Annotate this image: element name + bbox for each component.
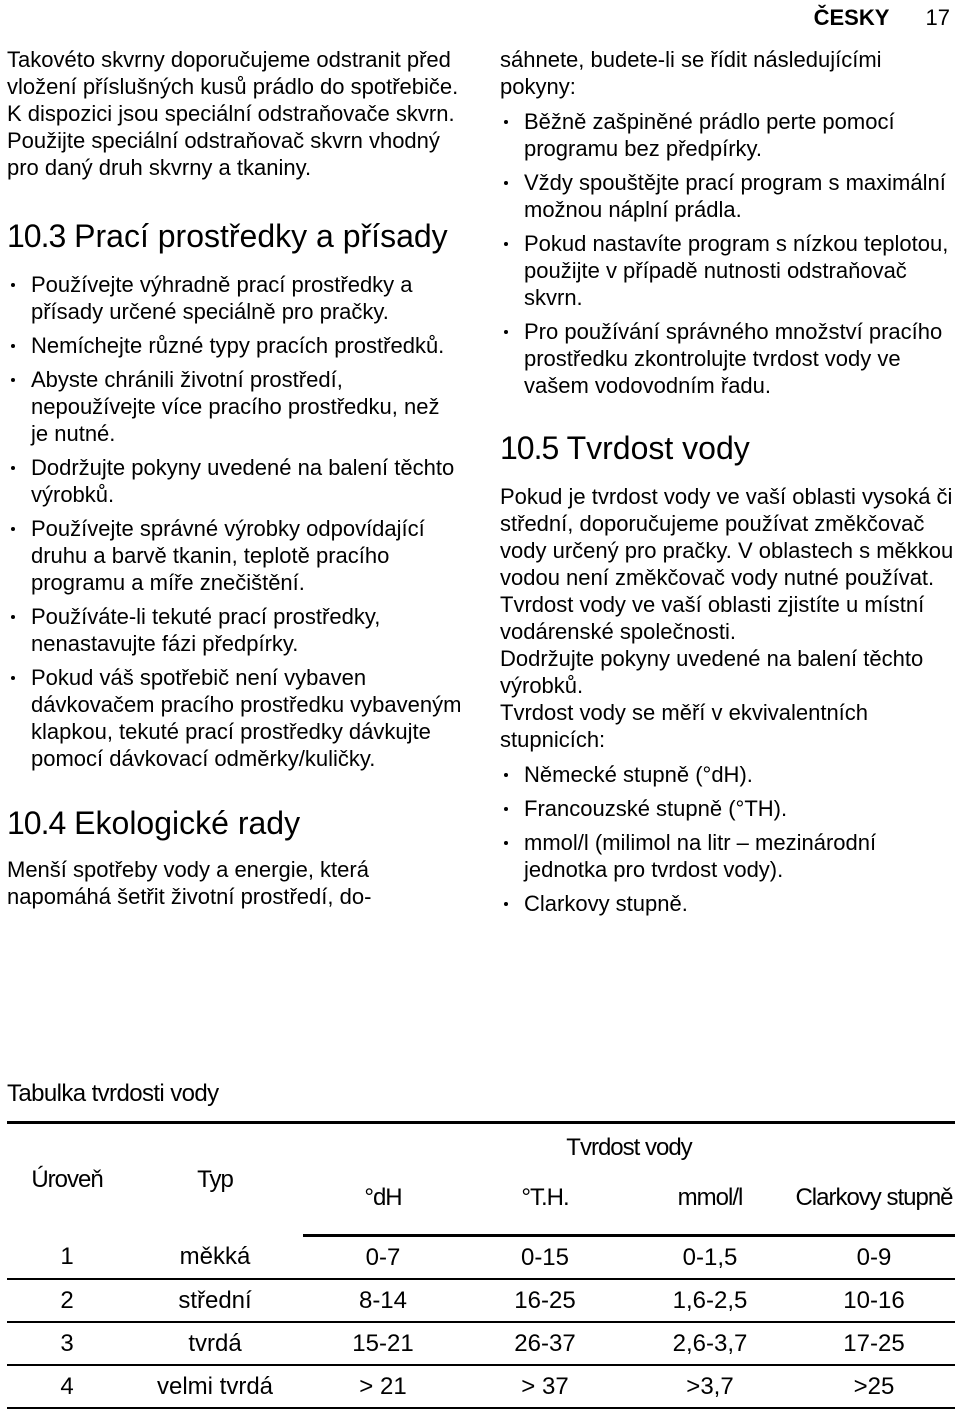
table-cell: tvrdá — [127, 1322, 303, 1365]
list-item: Používáte-li tekuté prací prostředky, nenastavujte fázi předpírky. — [7, 603, 462, 657]
table-cell: 0-15 — [463, 1236, 627, 1280]
section-heading-10-3 — [7, 217, 462, 255]
table-cell: 1,6-2,5 — [627, 1279, 793, 1322]
language-label: ČESKY — [813, 5, 890, 30]
table-cell: >25 — [793, 1365, 955, 1408]
table-title: Tabulka tvrdosti vody — [7, 1080, 219, 1107]
table-row — [7, 1279, 955, 1322]
eco-bullet-list — [500, 108, 955, 399]
intro-paragraph-2: K dispozici jsou speciální odstraňovače skvrn. Použijte speciální odstraňovač skvrn vhodný pro daný druh skvrny a tkaniny. — [7, 101, 455, 180]
list-item: Německé stupně (°dH). — [500, 761, 955, 788]
list-item: Vždy spouštějte prací program s maximální možnou náplní prádla. — [500, 169, 955, 223]
hardness-paragraph-1: Pokud je tvrdost vody ve vaší oblasti vysoká či střední, doporučujeme používat změkčovač vody určený pro pračky. V oblastech s měkkou vodou není změkčovač vody nutné používat. — [500, 484, 954, 590]
table-cell: 0-9 — [793, 1236, 955, 1280]
section-number: 10.4 — [7, 805, 66, 841]
list-item: Pokud nastavíte program s nízkou teplotou, použijte v případě nutnosti odstraňovač skvrn. — [500, 230, 955, 311]
list-item: Používejte správné výrobky odpovídající druhu a barvě tkanin, teplotě pracího programu a míře znečištění. — [7, 515, 462, 596]
table-cell: 2,6-3,7 — [627, 1322, 793, 1365]
table-cell: 15-21 — [303, 1322, 463, 1365]
hardness-paragraph-4: Tvrdost vody se měří v ekvivalentních stupnicích: — [500, 700, 869, 752]
header-clark: Clarkovy stupně — [793, 1162, 955, 1236]
table-cell: 2 — [7, 1279, 127, 1322]
header-level: Úroveň — [7, 1123, 127, 1236]
table-cell: 0-1,5 — [627, 1236, 793, 1280]
header-mmol: mmol/l — [627, 1162, 793, 1236]
table-cell: střední — [127, 1279, 303, 1322]
list-item: Pokud váš spotřebič není vybaven dávkovačem pracího prostředku vybaveným klapkou, tekuté prací prostředky dávkujte pomocí dávkovací odměrky/kuličky. — [7, 664, 462, 772]
detergent-bullet-list — [7, 271, 462, 772]
table-cell: 0-7 — [303, 1236, 463, 1280]
table-cell: 3 — [7, 1322, 127, 1365]
eco-paragraph-continued: sáhnete, budete-li se řídit následujícími pokyny: — [500, 47, 882, 99]
table-cell: > 37 — [463, 1365, 627, 1408]
table-row — [7, 1236, 955, 1280]
section-title: Prací prostředky a přísady — [74, 218, 448, 254]
page-number: 17 — [925, 5, 950, 30]
header-type: Typ — [127, 1123, 303, 1236]
table-cell: velmi tvrdá — [127, 1365, 303, 1408]
list-item: Nemíchejte různé typy pracích prostředků. — [7, 332, 462, 359]
list-item: Clarkovy stupně. — [500, 890, 955, 917]
list-item: Pro používání správného množství pracího prostředku zkontrolujte tvrdost vody ve vašem vodovodním řadu. — [500, 318, 955, 399]
list-item: Abyste chránili životní prostředí, nepoužívejte více pracího prostředku, než je nutné. — [7, 366, 462, 447]
page-header — [814, 5, 950, 31]
list-item: Dodržujte pokyny uvedené na balení těchto výrobků. — [7, 454, 462, 508]
hardness-paragraph-2: Tvrdost vody ve vaší oblasti zjistíte u místní vodárenské společnosti. — [500, 592, 925, 644]
table-cell: 16-25 — [463, 1279, 627, 1322]
table-cell: 4 — [7, 1365, 127, 1408]
section-heading-10-4 — [7, 804, 462, 842]
intro-paragraph-1: Takovéto skvrny doporučujeme odstranit před vložení příslušných kusů prádlo do spotřebiče. — [7, 47, 459, 99]
list-item: Používejte výhradně prací prostředky a přísady určené speciálně pro pračky. — [7, 271, 462, 325]
table-cell: měkká — [127, 1236, 303, 1280]
header-water-hardness: Tvrdost vody — [303, 1123, 955, 1163]
section-title: Tvrdost vody — [566, 430, 750, 466]
list-item: Běžně zašpiněné prádlo perte pomocí programu bez předpírky. — [500, 108, 955, 162]
header-dh: °dH — [303, 1162, 463, 1236]
table-cell: 8-14 — [303, 1279, 463, 1322]
table-cell: 17-25 — [793, 1322, 955, 1365]
header-th: °T.H. — [463, 1162, 627, 1236]
table-cell: 1 — [7, 1236, 127, 1280]
right-column — [500, 46, 955, 924]
table-cell: 26-37 — [463, 1322, 627, 1365]
left-column — [7, 46, 462, 910]
section-number: 10.5 — [500, 430, 559, 466]
section-title: Ekologické rady — [74, 805, 301, 841]
eco-paragraph: Menší spotřeby vody a energie, která napomáhá šetřit životní prostředí, do- — [7, 857, 372, 909]
water-hardness-table — [7, 1121, 955, 1409]
table-row — [7, 1365, 955, 1408]
table-cell: > 21 — [303, 1365, 463, 1408]
table-cell: 10-16 — [793, 1279, 955, 1322]
list-item: Francouzské stupně (°TH). — [500, 795, 955, 822]
list-item: mmol/l (milimol na litr – mezinárodní jednotka pro tvrdost vody). — [500, 829, 955, 883]
table-row — [7, 1322, 955, 1365]
table-cell: >3,7 — [627, 1365, 793, 1408]
hardness-paragraph-3: Dodržujte pokyny uvedené na balení těchto výrobků. — [500, 646, 924, 698]
section-number: 10.3 — [7, 218, 66, 254]
hardness-scale-list — [500, 761, 955, 917]
section-heading-10-5 — [500, 429, 955, 467]
